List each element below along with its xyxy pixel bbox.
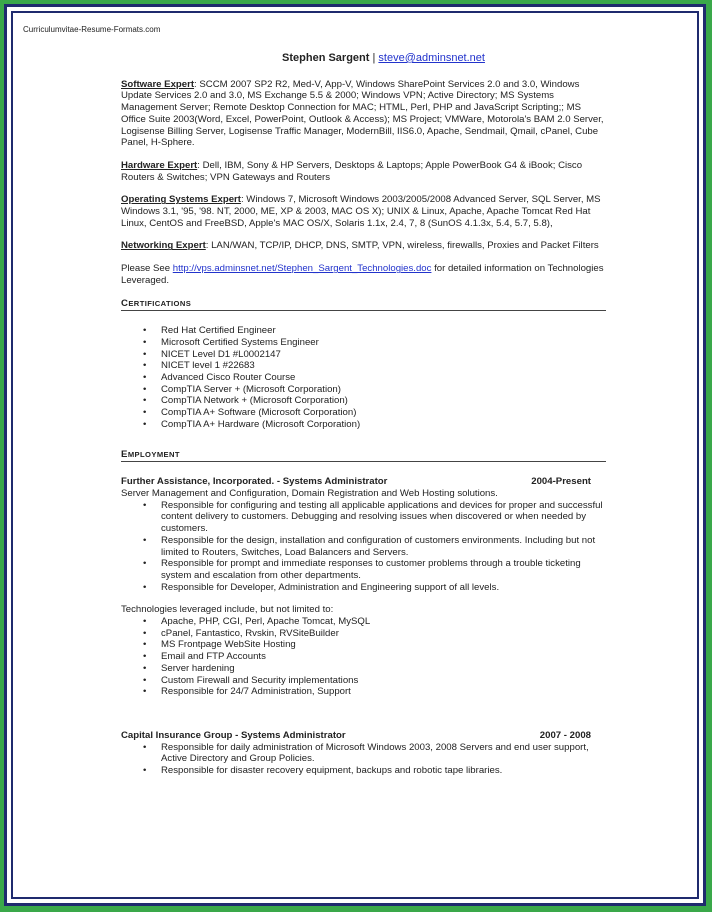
job-bullets [121, 742, 606, 777]
list-item: • MS Frontpage WebSite Hosting [161, 639, 606, 651]
list-item: • Apache, PHP, CGI, Perl, Apache Tomcat, MySQL [161, 616, 606, 628]
heading-rest: MPLOYMENT [127, 449, 180, 459]
job-title: Further Assistance, Incorporated. - Systems Administrator [121, 476, 388, 488]
list-item: • Responsible for daily administration of Microsoft Windows 2003, 2008 Servers and end user support, Active Directory and Group Policies. [161, 742, 606, 765]
job-further-assistance [121, 476, 606, 698]
technologies-doc-link[interactable]: http://vps.adminsnet.net/Stephen_Sargent_Technologies.doc [172, 263, 432, 275]
skill-text: : Windows 7, Microsoft Windows 2003/2005/2008 Advanced Server, SQL Server, MS Windows 3.1, '95, '98. NT, 2000, ME, XP & 2003, MAC OS X); UNIX & Linux, Apache, Apache Tomcat Red Hat Linux, CentOS and FreeBSD, Apple's MAC OS/X, Solaris 1.1x, 2.4, 7, 8 (SunOS 4.1.3x, 5.4, 5.7, 5.8), [121, 194, 601, 229]
certifications-list [121, 325, 606, 430]
list-item: • Responsible for prompt and immediate responses to customer problems through a trouble ticketing system and escalation from other departments. [161, 558, 606, 581]
list-item: • CompTIA A+ Hardware (Microsoft Corporation) [161, 419, 606, 431]
list-item: • Server hardening [161, 663, 606, 675]
skill-text: : Dell, IBM, Sony & HP Servers, Desktops & Laptops; Apple PowerBook G4 & iBook; Cisco Routers & Switches; VPN Gateways and Routers [121, 159, 583, 183]
list-item: • Custom Firewall and Security implementations [161, 675, 606, 687]
list-item: • Responsible for Developer, Administration and Engineering support of all levels. [161, 582, 606, 594]
job-summary: Server Management and Configuration, Domain Registration and Web Hosting solutions. [121, 487, 498, 499]
job-dates: 2007 - 2008 [539, 729, 591, 741]
heading-cap: E [121, 448, 128, 460]
employment-heading [121, 449, 606, 463]
skills-os [121, 194, 606, 229]
job-title: Capital Insurance Group - Systems Administrator [121, 729, 346, 741]
spacer [121, 698, 606, 730]
skills-hardware [121, 160, 606, 183]
skill-text: : LAN/WAN, TCP/IP, DHCP, DNS, SMTP, VPN, wireless, firewalls, Proxies and Packet Filters [205, 240, 599, 252]
skills-software [121, 79, 606, 149]
document-page [11, 11, 699, 899]
please-see-prefix: Please See [121, 263, 173, 275]
skill-label: Networking Expert [121, 240, 206, 252]
skill-label: Software Expert [121, 78, 195, 90]
resume-body [121, 53, 606, 777]
list-item: • Advanced Cisco Router Course [161, 372, 606, 384]
list-item: • Responsible for configuring and testing all applicable applications and devices for proper and successful content delivery to customers. Debugging and resolving issues when discovered or when needed by customers. [161, 500, 606, 535]
list-item: • Microsoft Certified Systems Engineer [161, 337, 606, 349]
resume-header [161, 53, 606, 65]
heading-rest: ERTIFICATIONS [128, 298, 192, 308]
frame-mat [7, 7, 703, 903]
list-item: • Red Hat Certified Engineer [161, 325, 606, 337]
header-separator: | [369, 52, 379, 64]
list-item: • Responsible for 24/7 Administration, Support [161, 686, 606, 698]
job-capital-insurance [121, 730, 606, 777]
list-item: • Email and FTP Accounts [161, 651, 606, 663]
watermark: Curriculumvitae-Resume-Formats.com [23, 25, 161, 34]
job-header [121, 730, 606, 742]
list-item: • NICET level 1 #22683 [161, 360, 606, 372]
skills-networking [121, 240, 606, 252]
job-dates: 2004-Present [531, 476, 591, 488]
list-item: • CompTIA Network + (Microsoft Corporation) [161, 395, 606, 407]
job-bullets [121, 500, 606, 594]
list-item: • Responsible for disaster recovery equipment, backups and robotic tape libraries. [161, 765, 606, 777]
job-header [121, 476, 606, 488]
candidate-name: Stephen Sargent [282, 52, 370, 64]
skill-text: : SCCM 2007 SP2 R2, Med-V, App-V, Windows SharePoint Services 2.0 and 3.0, Windows Update Services 2.0 and 3.0, MS Exchange 5.5 & 2000; Windows VPN; Active Directory; MS Systems Management Server; Remote Desktop Connection for MAC; HTML, Perl, PHP and JavaScript Scripting;; MS Office Suite 2003(Word, Excel, PowerPoint, Outlook & Access); MS Project; VMWare, Motorola's BAM 2.0 Server, Logisense Billing Server, Logisense Traffic Manager, ModernBill, IIS6.0, Apache, Sendmail, Qmail, cPanel, Cube Panel, H-Sphere. [121, 78, 604, 149]
certifications-heading [121, 298, 606, 312]
tech-list [121, 616, 606, 698]
list-item: • CompTIA Server + (Microsoft Corporation) [161, 384, 606, 396]
skill-label: Hardware Expert [121, 159, 198, 171]
please-see-suffix: for detailed information on Technologies Leveraged. [121, 263, 604, 286]
heading-cap: C [121, 297, 129, 309]
skill-label: Operating Systems Expert [121, 194, 241, 206]
list-item: • cPanel, Fantastico, Rvskin, RVSiteBuilder [161, 628, 606, 640]
list-item: • Responsible for the design, installation and configuration of customers environments. Including but not limited to Routers, Switches, Load Balancers and Servers. [161, 535, 606, 558]
outer-frame [4, 4, 706, 906]
tech-intro: Technologies leveraged include, but not limited to: [121, 604, 334, 616]
list-item: • CompTIA A+ Software (Microsoft Corporation) [161, 407, 606, 419]
list-item: • NICET Level D1 #L0002147 [161, 349, 606, 361]
please-see [121, 263, 606, 286]
email-link[interactable]: steve@adminsnet.net [378, 52, 485, 64]
